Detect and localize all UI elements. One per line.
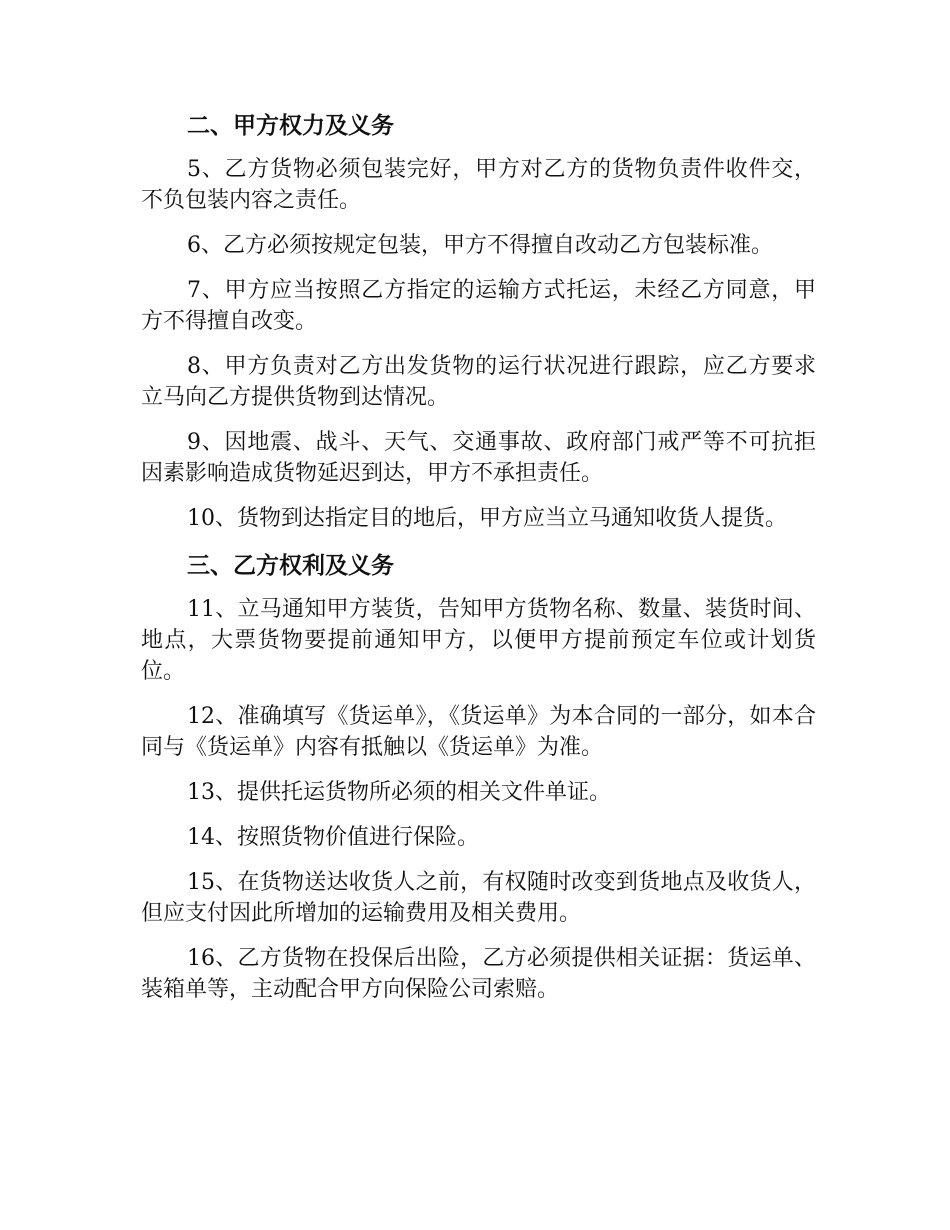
document-page: [141, 108, 816, 1019]
clause-5: 5、乙方货物必须包装完好，甲方对乙方的货物负责件收件交，不负包装内容之责任。: [141, 157, 816, 213]
clause-11: 11、立马通知甲方装货，告知甲方货物名称、数量、装货时间、地点，大票货物要提前通知甲方，以便甲方提前预定车位或计划货位。: [141, 597, 816, 684]
section-party-b: [141, 548, 816, 1005]
clause-8: 8、甲方负责对乙方出发货物的运行状况进行跟踪，应乙方要求立马向乙方提供货物到达情况。: [141, 354, 816, 410]
clause-9: 9、因地震、战斗、天气、交通事故、政府部门戒严等不可抗拒因素影响造成货物延迟到达，甲方不承担责任。: [141, 430, 816, 486]
clause-7: 7、甲方应当按照乙方指定的运输方式托运，未经乙方同意，甲方不得擅自改变。: [141, 278, 816, 334]
section-party-a: [141, 108, 816, 534]
clause-15: 15、在货物送达收货人之前，有权随时改变到货地点及收货人，但应支付因此所增加的运输费用及相关费用。: [141, 870, 816, 926]
clause-14: 14、按照货物价值进行保险。: [187, 825, 479, 850]
section-heading: 三、乙方权利及义务: [187, 552, 394, 579]
clause-12: 12、准确填写《货运单》，《货运单》为本合同的一部分，如本合同与《货运单》内容有抵触以《货运单》为准。: [141, 704, 816, 760]
clause-13: 13、提供托运货物所必须的相关文件单证。: [187, 780, 611, 805]
clause-6: 6、乙方必须按规定包装，甲方不得擅自改动乙方包装标准。: [187, 233, 773, 258]
clause-16: 16、乙方货物在投保后出险，乙方必须提供相关证据：货运单、装箱单等，主动配合甲方向保险公司索赔。: [141, 946, 816, 1002]
clause-10: 10、货物到达指定目的地后，甲方应当立马通知收货人提货。: [187, 506, 787, 531]
section-heading: 二、甲方权力及义务: [187, 112, 394, 139]
